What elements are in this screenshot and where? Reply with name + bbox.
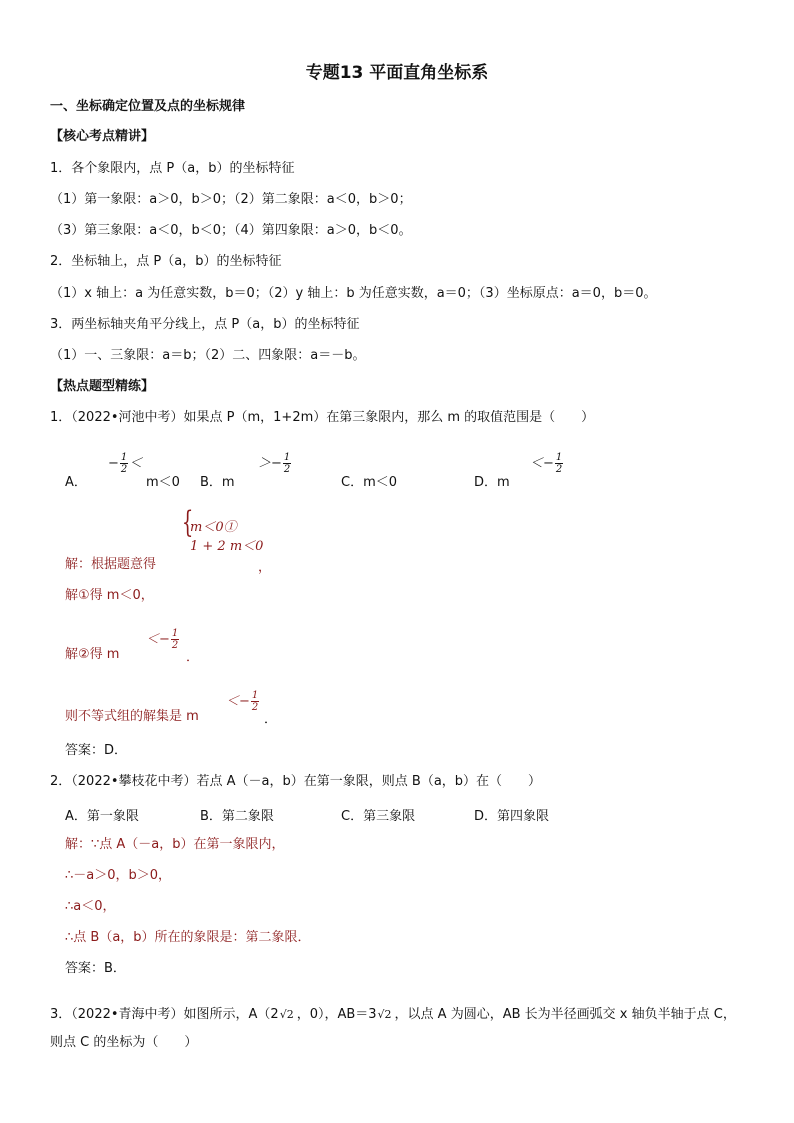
q1-solution-3-tail: ． [186, 650, 200, 665]
knowledge-1-title: 1．各个象限内，点 P（a，b）的坐标特征 [50, 161, 295, 176]
q1-solution-4-fraction: $\frac{1}{2}$ [251, 690, 259, 713]
q2-solution-4: ∴点 B（a，b）所在的象限是：第二象限． [65, 930, 311, 945]
q1-brace: { [181, 505, 194, 540]
q1-solution-3-math: ＜− $\frac{1}{2}$ [146, 628, 179, 651]
q1-solution-2: 解①得 m＜0， [65, 588, 154, 603]
q1-inequality-system [181, 505, 264, 554]
q1-option-b-math: ＞− $\frac{1}{2}$ [258, 452, 291, 475]
q1-option-d-label: D．m [474, 475, 510, 490]
q1-solution-1-tail: ， [258, 560, 272, 575]
q1-option-d-fraction: $\frac{1}{2}$ [555, 452, 563, 475]
q2-option-d: D．第四象限 [474, 809, 550, 824]
q1-option-b-fraction: $\frac{1}{2}$ [283, 452, 291, 475]
q1-answer: 答案：D． [65, 743, 128, 758]
q1-solution-3: 解②得 m [65, 647, 120, 662]
q1-solution-3-fraction: $\frac{1}{2}$ [171, 628, 179, 651]
q2-solution-3: ∴a＜0， [65, 899, 116, 914]
q1-option-a-minus: − [108, 456, 119, 471]
q1-system-line-2: 1 + 2 m＜0 [190, 539, 264, 554]
q1-option-b-label: B．m [200, 475, 235, 490]
q1-option-d-math: ＜− $\frac{1}{2}$ [530, 452, 563, 475]
q2-solution-1: 解：∵点 A（－a，b）在第一象限内， [65, 837, 285, 852]
knowledge-3-title: 3．两坐标轴夹角平分线上，点 P（a，b）的坐标特征 [50, 317, 360, 332]
knowledge-2-line-1: （1）x 轴上：a 为任意实数，b＝0；（2）y 轴上：b 为任意实数，a＝0；（3）坐标原点：a＝0，b＝0。 [50, 286, 657, 301]
question-1-stem: 1．（2022•河池中考）如果点 P（m，1+2m）在第三象限内，那么 m 的取值范围是（ ） [50, 410, 595, 425]
q2-option-b: B．第二象限 [200, 809, 274, 824]
hot-topics-header: 【热点题型精练】 [50, 379, 155, 394]
question-2-stem: 2．（2022•攀枝花中考）若点 A（－a，b）在第一象限，则点 B（a，b）在（ ） [50, 774, 542, 789]
q1-option-a-tail: m＜0 [146, 475, 180, 490]
q2-option-a: A．第一象限 [65, 809, 139, 824]
q1-option-a-lt: ＜ [129, 456, 143, 471]
q1-solution-4: 则不等式组的解集是 m [65, 709, 199, 724]
q1-solution-1: 解：根据题意得 [65, 557, 157, 572]
q2-solution-2: ∴－a＞0，b＞0， [65, 868, 172, 883]
q1-option-c: C．m＜0 [341, 475, 398, 490]
knowledge-1-line-1: （1）第一象限：a＞0，b＞0；（2）第二象限：a＜0，b＞0； [50, 192, 412, 207]
q3-stem-part-a: 3．（2022•青海中考）如图所示，A（2 [50, 1007, 279, 1022]
page-title: 专题13 平面直角坐标系 [305, 63, 489, 83]
q3-stem-part-c: ，以点 A 为圆心，AB 长为半径画弧交 x 轴负半轴于点 C， [394, 1007, 736, 1022]
question-3-stem-line-2: 则点 C 的坐标为（ ） [50, 1035, 198, 1050]
q2-option-c: C．第三象限 [341, 809, 416, 824]
q2-answer: 答案：B． [65, 961, 126, 976]
q3-stem-part-b: ，0），AB＝3 [296, 1007, 377, 1022]
knowledge-1-line-2: （3）第三象限：a＜0，b＜0；（4）第四象限：a＞0，b＜0。 [50, 223, 412, 238]
q1-option-a-fraction: $\frac{1}{2}$ [120, 452, 128, 475]
q1-solution-4-tail: ． [264, 712, 278, 727]
q1-solution-4-math: ＜− $\frac{1}{2}$ [226, 690, 259, 713]
knowledge-2-title: 2．坐标轴上，点 P（a，b）的坐标特征 [50, 254, 282, 269]
core-points-header: 【核心考点精讲】 [50, 129, 155, 144]
section-heading: 一、坐标确定位置及点的坐标规律 [50, 99, 246, 114]
q1-option-a-math [108, 452, 142, 475]
q1-option-a-label: A． [65, 475, 87, 490]
q1-system-line-1: m＜0① [190, 520, 237, 535]
question-3-stem: 3．（2022•青海中考）如图所示，A（2 √2 ，0），AB＝3 √2 ，以点 A 为圆心，AB 长为半径画弧交 x 轴负半轴于点 C， [50, 1007, 736, 1022]
knowledge-3-line-1: （1）一、三象限：a＝b；（2）二、四象限：a＝－b。 [50, 348, 366, 363]
